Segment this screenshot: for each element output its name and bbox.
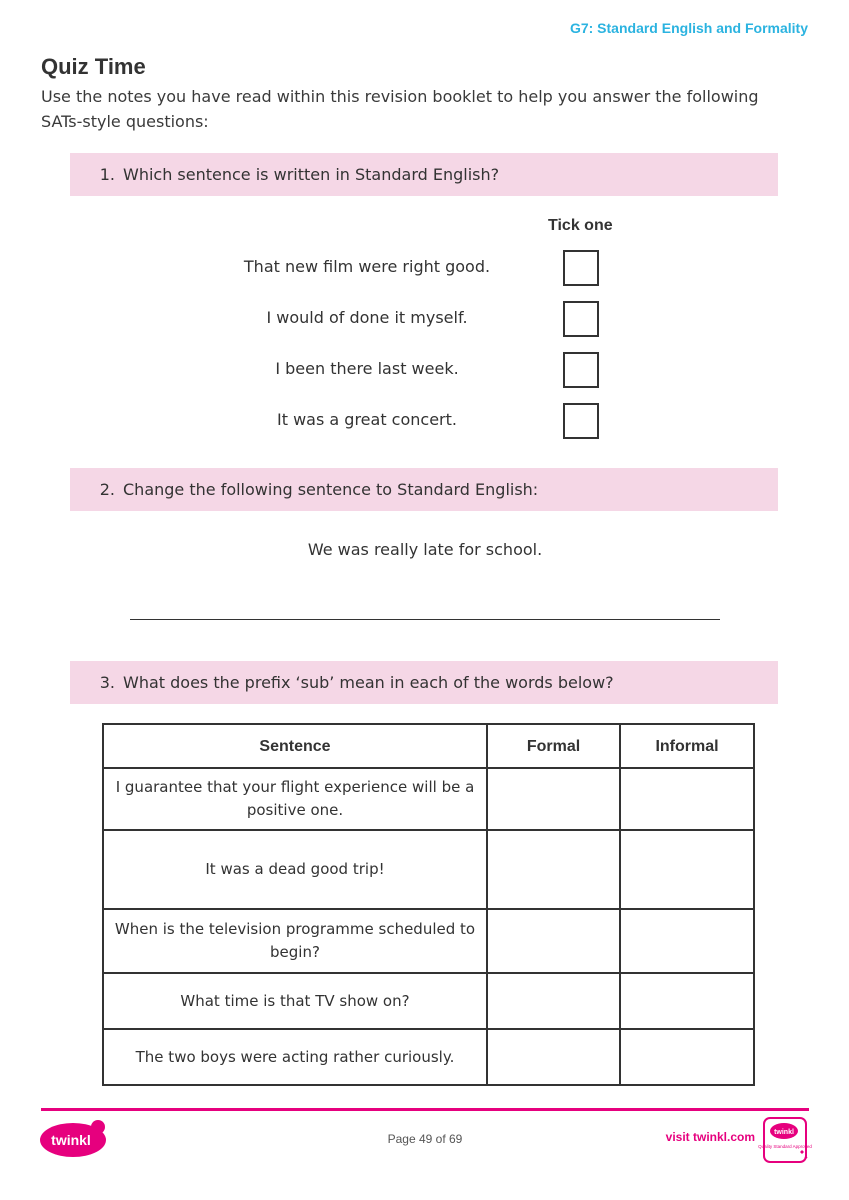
- header-informal: Informal: [620, 724, 754, 768]
- page-number: Page 49 of 69: [387, 1132, 463, 1146]
- table-row: [103, 768, 754, 830]
- badge-caption: Quality Standard Approved: [758, 1144, 812, 1149]
- q2-answer-line[interactable]: [130, 619, 720, 620]
- section-tag: G7: Standard English and Formality: [569, 20, 808, 36]
- quality-badge-icon: [758, 1116, 812, 1164]
- table-row: [103, 909, 754, 973]
- formal-cell[interactable]: [487, 909, 620, 973]
- question-2-text: Change the following sentence to Standard English:: [123, 480, 539, 499]
- table-header-row: [103, 724, 754, 768]
- table-row: [103, 973, 754, 1029]
- informal-cell[interactable]: [620, 830, 754, 909]
- q1-option-3: I been there last week.: [275, 359, 459, 378]
- intro-text: Use the notes you have read within this revision booklet to help you answer the following SATs-style questions:: [41, 87, 759, 131]
- q1-tickbox-1[interactable]: [563, 250, 599, 286]
- informal-cell[interactable]: [620, 909, 754, 973]
- formality-table: [102, 723, 755, 1086]
- question-3-bar: [70, 661, 778, 704]
- q1-tickbox-4[interactable]: [563, 403, 599, 439]
- q1-option-1: That new film were right good.: [243, 257, 491, 276]
- q2-sentence: We was really late for school.: [307, 540, 543, 559]
- footer-divider: [41, 1108, 809, 1111]
- table-row: [103, 830, 754, 909]
- header-formal: Formal: [487, 724, 620, 768]
- logo-text: twinkl: [51, 1132, 91, 1148]
- question-2-number: 2.: [99, 480, 115, 499]
- visit-link[interactable]: visit twinkl.com: [665, 1130, 755, 1144]
- question-1-text: Which sentence is written in Standard English?: [123, 165, 500, 184]
- informal-cell[interactable]: [620, 973, 754, 1029]
- informal-cell[interactable]: [620, 1029, 754, 1085]
- q1-option-2: I would of done it myself.: [266, 308, 468, 327]
- informal-cell[interactable]: [620, 768, 754, 830]
- formal-cell[interactable]: [487, 1029, 620, 1085]
- row-sentence: When is the television programme scheduled to begin?: [103, 909, 487, 973]
- header-sentence: Sentence: [103, 724, 487, 768]
- formal-cell[interactable]: [487, 973, 620, 1029]
- table-row: [103, 1029, 754, 1085]
- page-title: Quiz Time: [41, 54, 146, 79]
- twinkl-logo[interactable]: [38, 1118, 108, 1160]
- question-3-text: What does the prefix ‘sub’ mean in each of the words below?: [123, 673, 614, 692]
- formal-cell[interactable]: [487, 830, 620, 909]
- row-sentence: The two boys were acting rather curiously.: [103, 1029, 487, 1085]
- row-sentence: What time is that TV show on?: [103, 973, 487, 1029]
- tick-one-heading: Tick one: [548, 217, 613, 234]
- question-1-bar: [70, 153, 778, 196]
- row-sentence: It was a dead good trip!: [103, 830, 487, 909]
- question-2-bar: [70, 468, 778, 511]
- badge-text: twinkl: [774, 1129, 794, 1136]
- q1-option-4: It was a great concert.: [277, 410, 457, 429]
- row-sentence: I guarantee that your flight experience will be a positive one.: [103, 768, 487, 830]
- q1-tickbox-2[interactable]: [563, 301, 599, 337]
- question-1-number: 1.: [99, 165, 115, 184]
- q1-tickbox-3[interactable]: [563, 352, 599, 388]
- formal-cell[interactable]: [487, 768, 620, 830]
- question-3-number: 3.: [99, 673, 115, 692]
